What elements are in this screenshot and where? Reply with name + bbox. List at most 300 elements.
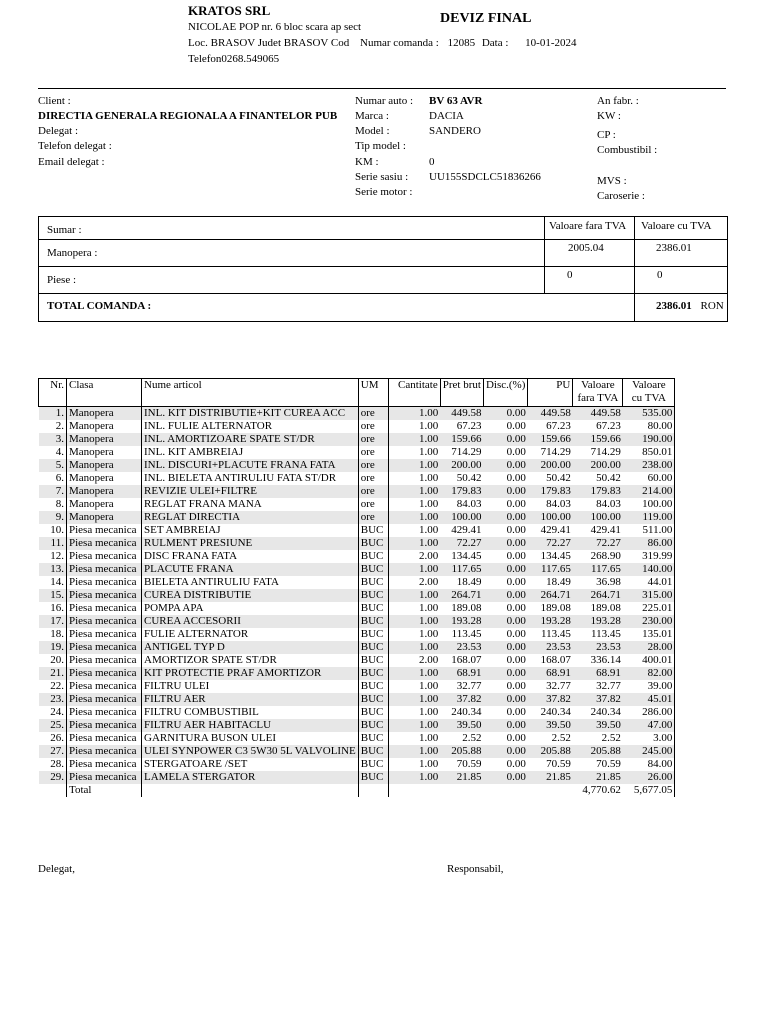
header-valoare-fara-line1: Valoare: [581, 379, 615, 391]
cell-pu: 168.07: [540, 654, 571, 666]
total-empty: [440, 784, 483, 797]
cell-disc: 0.00: [483, 511, 527, 524]
cell-disc: 0.00: [483, 589, 527, 602]
cell-nume-articol: INL. FULIE ALTERNATOR: [142, 420, 359, 433]
cell-valoare-cu-tva: 535.00: [623, 407, 675, 421]
cell-nr: 13.: [39, 563, 67, 576]
total-comanda-value: [656, 300, 724, 312]
cell-disc: 0.00: [506, 602, 526, 614]
cell-nume-articol: INL. BIELETA ANTIRULIU FATA ST/DR: [142, 472, 359, 485]
table-row: [39, 563, 675, 576]
cell-um: BUC: [358, 576, 388, 589]
header-valoare-cu-line1: Valoare: [632, 379, 666, 391]
total-fara-tva: 4,770.62: [582, 784, 621, 796]
header-valoare-fara-tva: [573, 379, 623, 407]
cell-clasa: Piesa mecanica: [67, 758, 142, 771]
cell-nr: 3.: [39, 433, 67, 446]
table-row: [39, 485, 675, 498]
cell-pret-brut: 2.52: [462, 732, 482, 744]
cell-cantitate: 1.00: [388, 719, 440, 732]
cell-valoare-cu-tva: 44.01: [623, 576, 675, 589]
table-row: [39, 693, 675, 706]
cell-nr: 6.: [55, 472, 64, 484]
cell-valoare-cu-tva: 850.01: [623, 446, 675, 459]
cell-clasa: Manopera: [67, 498, 142, 511]
cell-clasa: Piesa mecanica: [67, 641, 142, 654]
cell-nr: 25.: [39, 719, 67, 732]
cell-disc: 0.00: [506, 758, 526, 770]
cell-disc: 0.00: [506, 680, 526, 692]
cell-um: ore: [358, 407, 388, 421]
cell-nume-articol: INL. KIT AMBREIAJ: [142, 446, 359, 459]
cell-um: ore: [358, 498, 388, 511]
cell-pu: 37.82: [528, 693, 573, 706]
company-location: [188, 37, 576, 49]
total-comanda-label: TOTAL COMANDA :: [47, 300, 152, 312]
marca-value: DACIA: [429, 110, 464, 122]
cell-disc: 0.00: [506, 446, 526, 458]
cell-valoare-cu-tva: 190.00: [623, 433, 675, 446]
cell-nume-articol: DISC FRANA FATA: [142, 550, 359, 563]
piese-cu-tva: 0: [657, 269, 663, 281]
cell-valoare-cu-tva: 26.00: [623, 771, 675, 784]
cell-cantitate: 1.00: [388, 641, 440, 654]
cell-um: BUC: [358, 615, 388, 628]
cell-nume-articol: ANTIGEL TYP D: [142, 641, 359, 654]
cell-nr: 23.: [39, 693, 67, 706]
cell-um: ore: [358, 511, 388, 524]
cell-nr: 5.: [39, 459, 67, 472]
order-number: 12085: [447, 37, 476, 49]
cell-disc: 0.00: [506, 524, 526, 536]
cell-nr: 14.: [50, 576, 64, 588]
cell-um: BUC: [358, 680, 388, 693]
cell-pu: 70.59: [546, 758, 571, 770]
cell-valoare-fara-tva: 50.42: [596, 472, 621, 484]
cell-valoare-fara-tva: 189.08: [590, 602, 621, 614]
cell-clasa: Manopera: [67, 511, 142, 524]
cell-um: BUC: [358, 771, 388, 784]
cell-valoare-fara-tva: 100.00: [573, 511, 623, 524]
cell-um: BUC: [358, 602, 388, 615]
cell-pu: 179.83: [528, 485, 573, 498]
cell-valoare-cu-tva: 238.00: [623, 459, 675, 472]
cell-valoare-fara-tva: 70.59: [596, 758, 621, 770]
table-row: [39, 654, 675, 667]
cell-cantitate: 1.00: [388, 589, 440, 602]
cell-valoare-fara-tva: 39.50: [573, 719, 623, 732]
cell-nr: 7.: [39, 485, 67, 498]
cell-valoare-cu-tva: 82.00: [623, 667, 675, 680]
cell-clasa: Piesa mecanica: [67, 602, 142, 615]
manopera-fara-tva: 2005.04: [568, 242, 604, 254]
client-label: Client :: [38, 95, 71, 107]
cell-valoare-cu-tva: 286.00: [623, 706, 675, 719]
cell-clasa: Manopera: [67, 459, 142, 472]
cell-clasa: Manopera: [67, 472, 142, 485]
cell-pu: 72.27: [528, 537, 573, 550]
summary-row-divider: [39, 293, 727, 294]
cell-nume-articol: FILTRU ULEI: [142, 680, 359, 693]
manopera-label: Manopera :: [47, 247, 98, 259]
cell-valoare-cu-tva: 86.00: [623, 537, 675, 550]
cell-pret-brut: 113.45: [451, 628, 482, 640]
cell-pret-brut: 70.59: [456, 758, 482, 770]
cell-disc: 0.00: [483, 771, 527, 784]
table-row: [39, 745, 675, 758]
summary-col-divider: [544, 217, 545, 294]
cell-clasa: Piesa mecanica: [67, 706, 142, 719]
cell-pu: 32.77: [546, 680, 571, 692]
cell-disc: 0.00: [483, 615, 527, 628]
cell-nr: 1.: [39, 407, 67, 421]
cell-clasa: Manopera: [67, 407, 142, 421]
cell-um: BUC: [358, 550, 388, 563]
cell-cantitate: 1.00: [388, 680, 440, 693]
cell-valoare-cu-tva: 511.00: [623, 524, 675, 537]
cell-pu: 240.34: [540, 706, 571, 718]
location-text: Loc. BRASOV Judet BRASOV Cod: [188, 37, 350, 49]
cell-valoare-cu-tva: 84.00: [623, 758, 675, 771]
cell-pret-brut: 37.82: [440, 693, 483, 706]
caroserie-label: Caroserie :: [597, 190, 645, 202]
header-um: UM: [358, 379, 388, 407]
cell-disc: 0.00: [506, 706, 526, 718]
cell-clasa: Piesa mecanica: [67, 550, 142, 563]
cell-cantitate: 1.00: [388, 498, 440, 511]
cell-clasa: Piesa mecanica: [67, 628, 142, 641]
header-nume-articol: Nume articol: [142, 379, 359, 407]
email-delegat-label: Email delegat :: [38, 156, 105, 168]
numar-auto-label: Numar auto :: [355, 95, 414, 107]
cell-pret-brut: 240.34: [451, 706, 482, 718]
table-row: [39, 550, 675, 563]
table-row: [39, 771, 675, 784]
cell-cantitate: 2.00: [388, 576, 440, 589]
total-empty: [39, 784, 67, 797]
header-pu: PU: [528, 379, 573, 407]
cell-valoare-fara-tva: 429.41: [590, 524, 621, 536]
cell-cantitate: 2.00: [388, 654, 440, 667]
cell-nume-articol: CUREA ACCESORII: [142, 615, 359, 628]
table-row: [39, 706, 675, 719]
cell-nume-articol: POMPA APA: [142, 602, 359, 615]
cell-pret-brut: 100.00: [440, 511, 483, 524]
cell-pu: 200.00: [528, 459, 573, 472]
cell-nume-articol: ULEI SYNPOWER C3 5W30 5L VALVOLINE: [142, 745, 359, 758]
cell-pu: 50.42: [546, 472, 571, 484]
cell-nume-articol: BIELETA ANTIRULIU FATA: [142, 576, 359, 589]
cell-valoare-fara-tva: 268.90: [590, 550, 621, 562]
company-name: KRATOS SRL: [188, 3, 271, 18]
table-row: [39, 472, 675, 485]
km-value: 0: [429, 156, 435, 168]
cell-nume-articol: FILTRU AER HABITACLU: [142, 719, 359, 732]
header-divider: [38, 88, 726, 89]
cell-nr: 26.: [50, 732, 64, 744]
piese-fara-tva: 0: [567, 269, 573, 281]
cell-disc: 0.00: [506, 472, 526, 484]
cell-disc: 0.00: [506, 628, 526, 640]
cell-cantitate: 1.00: [388, 615, 440, 628]
cell-pret-brut: 18.49: [456, 576, 482, 588]
summary-row-divider: [39, 266, 727, 267]
cell-um: BUC: [358, 524, 388, 537]
cell-nume-articol: AMORTIZOR SPATE ST/DR: [142, 654, 359, 667]
header-pret-brut: Pret brut: [440, 379, 483, 407]
cell-nr: 9.: [39, 511, 67, 524]
cell-pu: 113.45: [541, 628, 571, 640]
cell-cantitate: 1.00: [388, 511, 440, 524]
table-row: [39, 576, 675, 589]
cell-valoare-cu-tva: 28.00: [623, 641, 675, 654]
cell-nume-articol: INL. AMORTIZOARE SPATE ST/DR: [142, 433, 359, 446]
cell-valoare-fara-tva: 193.28: [573, 615, 623, 628]
items-table: [38, 378, 675, 797]
cell-cantitate: 1.00: [388, 758, 440, 771]
cell-clasa: Piesa mecanica: [67, 576, 142, 589]
table-header-row: [39, 379, 675, 407]
km-label: KM :: [355, 156, 379, 168]
cell-nr: 16.: [50, 602, 64, 614]
cell-nume-articol: GARNITURA BUSON ULEI: [142, 732, 359, 745]
cell-um: BUC: [358, 732, 388, 745]
cell-valoare-cu-tva: 3.00: [623, 732, 675, 745]
cell-valoare-fara-tva: 37.82: [573, 693, 623, 706]
cell-valoare-fara-tva: 449.58: [573, 407, 623, 421]
marca-label: Marca :: [355, 110, 389, 122]
combustibil-label: Combustibil :: [597, 144, 658, 156]
cell-cantitate: 1.00: [388, 563, 440, 576]
cell-valoare-cu-tva: 225.01: [623, 602, 675, 615]
cell-pret-brut: 179.83: [440, 485, 483, 498]
cell-um: ore: [358, 420, 388, 433]
cell-cantitate: 1.00: [388, 771, 440, 784]
table-row: [39, 407, 675, 421]
cell-um: BUC: [358, 563, 388, 576]
telefon-delegat-label: Telefon delegat :: [38, 140, 112, 152]
cell-pu: 68.91: [528, 667, 573, 680]
cell-clasa: Piesa mecanica: [67, 537, 142, 550]
cell-valoare-cu-tva: 47.00: [623, 719, 675, 732]
company-address: NICOLAE POP nr. 6 bloc scara ap sect: [188, 21, 362, 33]
cell-pret-brut: 264.71: [440, 589, 483, 602]
cell-valoare-fara-tva: 23.53: [573, 641, 623, 654]
cell-pret-brut: 168.07: [451, 654, 482, 666]
sumar-label: Sumar :: [47, 224, 82, 236]
cell-pu: 117.65: [528, 563, 573, 576]
cell-nr: 21.: [39, 667, 67, 680]
total-empty: [528, 784, 573, 797]
cell-nume-articol: SET AMBREIAJ: [142, 524, 359, 537]
cell-valoare-cu-tva: 45.01: [623, 693, 675, 706]
cell-pu: 205.88: [528, 745, 573, 758]
cell-pret-brut: 32.77: [456, 680, 482, 692]
cell-um: BUC: [358, 758, 388, 771]
cell-pu: 429.41: [540, 524, 571, 536]
cell-nr: 10.: [50, 524, 64, 536]
cell-clasa: Piesa mecanica: [67, 589, 142, 602]
cell-nume-articol: PLACUTE FRANA: [142, 563, 359, 576]
cell-clasa: Piesa mecanica: [67, 680, 142, 693]
cell-nume-articol: INL. DISCURI+PLACUTE FRANA FATA: [142, 459, 359, 472]
cell-valoare-cu-tva: 39.00: [623, 680, 675, 693]
client-name: DIRECTIA GENERALA REGIONALA A FINANTELOR PUB: [38, 110, 338, 122]
cell-pret-brut: 72.27: [440, 537, 483, 550]
cell-valoare-fara-tva: 2.52: [601, 732, 621, 744]
cell-um: ore: [358, 485, 388, 498]
cell-cantitate: 1.00: [388, 433, 440, 446]
cell-valoare-cu-tva: 230.00: [623, 615, 675, 628]
cell-clasa: Manopera: [67, 485, 142, 498]
manopera-cu-tva: 2386.01: [656, 242, 692, 254]
delegat-signature: Delegat,: [38, 863, 75, 875]
document-title: DEVIZ FINAL: [440, 11, 532, 26]
cell-valoare-fara-tva: 113.45: [591, 628, 621, 640]
cell-nume-articol: FILTRU COMBUSTIBIL: [142, 706, 359, 719]
model-label: Model :: [355, 125, 390, 137]
cell-pret-brut: 159.66: [440, 433, 483, 446]
cell-valoare-cu-tva: 245.00: [623, 745, 675, 758]
cell-valoare-fara-tva: 36.98: [596, 576, 621, 588]
total-empty: [358, 784, 388, 797]
cell-um: BUC: [358, 628, 388, 641]
summary-row-divider: [39, 239, 727, 240]
an-fabr-label: An fabr. :: [597, 95, 639, 107]
order-date: 10-01-2024: [525, 37, 577, 49]
cell-valoare-fara-tva: 264.71: [573, 589, 623, 602]
table-row: [39, 615, 675, 628]
cell-disc: 0.00: [483, 745, 527, 758]
cell-valoare-cu-tva: 214.00: [623, 485, 675, 498]
cell-clasa: Piesa mecanica: [67, 654, 142, 667]
cell-pret-brut: 200.00: [440, 459, 483, 472]
table-row: [39, 511, 675, 524]
serie-sasiu-value: UU155SDCLC51836266: [429, 171, 541, 183]
total-empty: [142, 784, 359, 797]
cell-pret-brut: 193.28: [440, 615, 483, 628]
cell-cantitate: 1.00: [388, 693, 440, 706]
cell-cantitate: 1.00: [388, 667, 440, 680]
cell-nume-articol: INL. KIT DISTRIBUTIE+KIT CUREA ACC: [142, 407, 359, 421]
cell-valoare-fara-tva: 336.14: [590, 654, 621, 666]
cell-nume-articol: LAMELA STERGATOR: [142, 771, 359, 784]
cell-pret-brut: 23.53: [440, 641, 483, 654]
cell-pret-brut: 449.58: [440, 407, 483, 421]
cell-nume-articol: FILTRU AER: [142, 693, 359, 706]
cell-valoare-fara-tva: 68.91: [573, 667, 623, 680]
cell-cantitate: 1.00: [388, 459, 440, 472]
cell-um: BUC: [358, 537, 388, 550]
cell-disc: 0.00: [506, 420, 526, 432]
cell-cantitate: 2.00: [388, 550, 440, 563]
cell-cantitate: 1.00: [388, 485, 440, 498]
cell-nr: 22.: [50, 680, 64, 692]
cell-um: BUC: [358, 706, 388, 719]
cell-pret-brut: 21.85: [440, 771, 483, 784]
cell-pret-brut: 50.42: [456, 472, 482, 484]
cell-cantitate: 1.00: [388, 732, 440, 745]
table-row: [39, 537, 675, 550]
cell-nr: 18.: [50, 628, 64, 640]
cell-um: BUC: [358, 745, 388, 758]
numar-auto-value: BV 63 AVR: [429, 95, 483, 107]
cell-nume-articol: RULMENT PRESIUNE: [142, 537, 359, 550]
cell-nume-articol: FULIE ALTERNATOR: [142, 628, 359, 641]
cell-cantitate: 1.00: [388, 472, 440, 485]
cell-clasa: Manopera: [67, 446, 142, 459]
table-total-row: [39, 784, 675, 797]
table-row: [39, 602, 675, 615]
cell-pu: 193.28: [528, 615, 573, 628]
cell-cantitate: 1.00: [388, 446, 440, 459]
header-valoare-fara-line2: fara TVA: [577, 392, 619, 404]
table-row: [39, 420, 675, 433]
cell-um: ore: [358, 472, 388, 485]
cell-valoare-fara-tva: 200.00: [573, 459, 623, 472]
cell-pu: 449.58: [528, 407, 573, 421]
cell-um: ore: [358, 459, 388, 472]
cell-valoare-fara-tva: 21.85: [573, 771, 623, 784]
items-body: [39, 407, 675, 798]
cell-um: BUC: [358, 589, 388, 602]
cell-nr: 11.: [39, 537, 67, 550]
cell-nr: 8.: [55, 498, 64, 510]
cell-pu: 2.52: [551, 732, 571, 744]
cell-cantitate: 1.00: [388, 628, 440, 641]
cell-disc: 0.00: [506, 550, 526, 562]
cell-um: BUC: [358, 693, 388, 706]
date-label: Data :: [481, 37, 509, 49]
cell-nr: 29.: [39, 771, 67, 784]
cell-um: BUC: [358, 667, 388, 680]
cell-pu: 84.03: [546, 498, 571, 510]
cell-disc: 0.00: [506, 576, 526, 588]
cell-nr: 12.: [50, 550, 64, 562]
cell-pret-brut: 67.23: [456, 420, 482, 432]
cell-valoare-fara-tva: 205.88: [573, 745, 623, 758]
currency: RON: [700, 300, 724, 312]
cell-valoare-fara-tva: 159.66: [573, 433, 623, 446]
total-cu-tva: 5,677.05: [623, 784, 675, 797]
table-row: [39, 641, 675, 654]
cell-valoare-fara-tva: 117.65: [573, 563, 623, 576]
cell-valoare-cu-tva: 100.00: [623, 498, 675, 511]
cell-cantitate: 1.00: [388, 524, 440, 537]
company-phone: Telefon0268.549065: [188, 53, 280, 65]
cell-valoare-cu-tva: 119.00: [623, 511, 675, 524]
table-row: [39, 446, 675, 459]
cell-disc: 0.00: [483, 667, 527, 680]
cell-pu: 67.23: [546, 420, 571, 432]
cell-pu: 23.53: [528, 641, 573, 654]
total-amount: 2386.01: [656, 300, 692, 312]
cell-disc: 0.00: [483, 693, 527, 706]
cell-disc: 0.00: [483, 485, 527, 498]
cell-cantitate: 1.00: [388, 706, 440, 719]
cell-valoare-fara-tva: 84.03: [596, 498, 621, 510]
cell-nr: 19.: [39, 641, 67, 654]
cell-valoare-cu-tva: 319.99: [623, 550, 675, 563]
cell-nr: 24.: [50, 706, 64, 718]
cell-disc: 0.00: [506, 498, 526, 510]
piese-label: Piese :: [47, 274, 77, 286]
header-disc: Disc.(%): [483, 379, 527, 407]
cell-valoare-fara-tva: 67.23: [596, 420, 621, 432]
cell-nr: 4.: [55, 446, 64, 458]
table-row: [39, 719, 675, 732]
cp-label: CP :: [597, 129, 616, 141]
